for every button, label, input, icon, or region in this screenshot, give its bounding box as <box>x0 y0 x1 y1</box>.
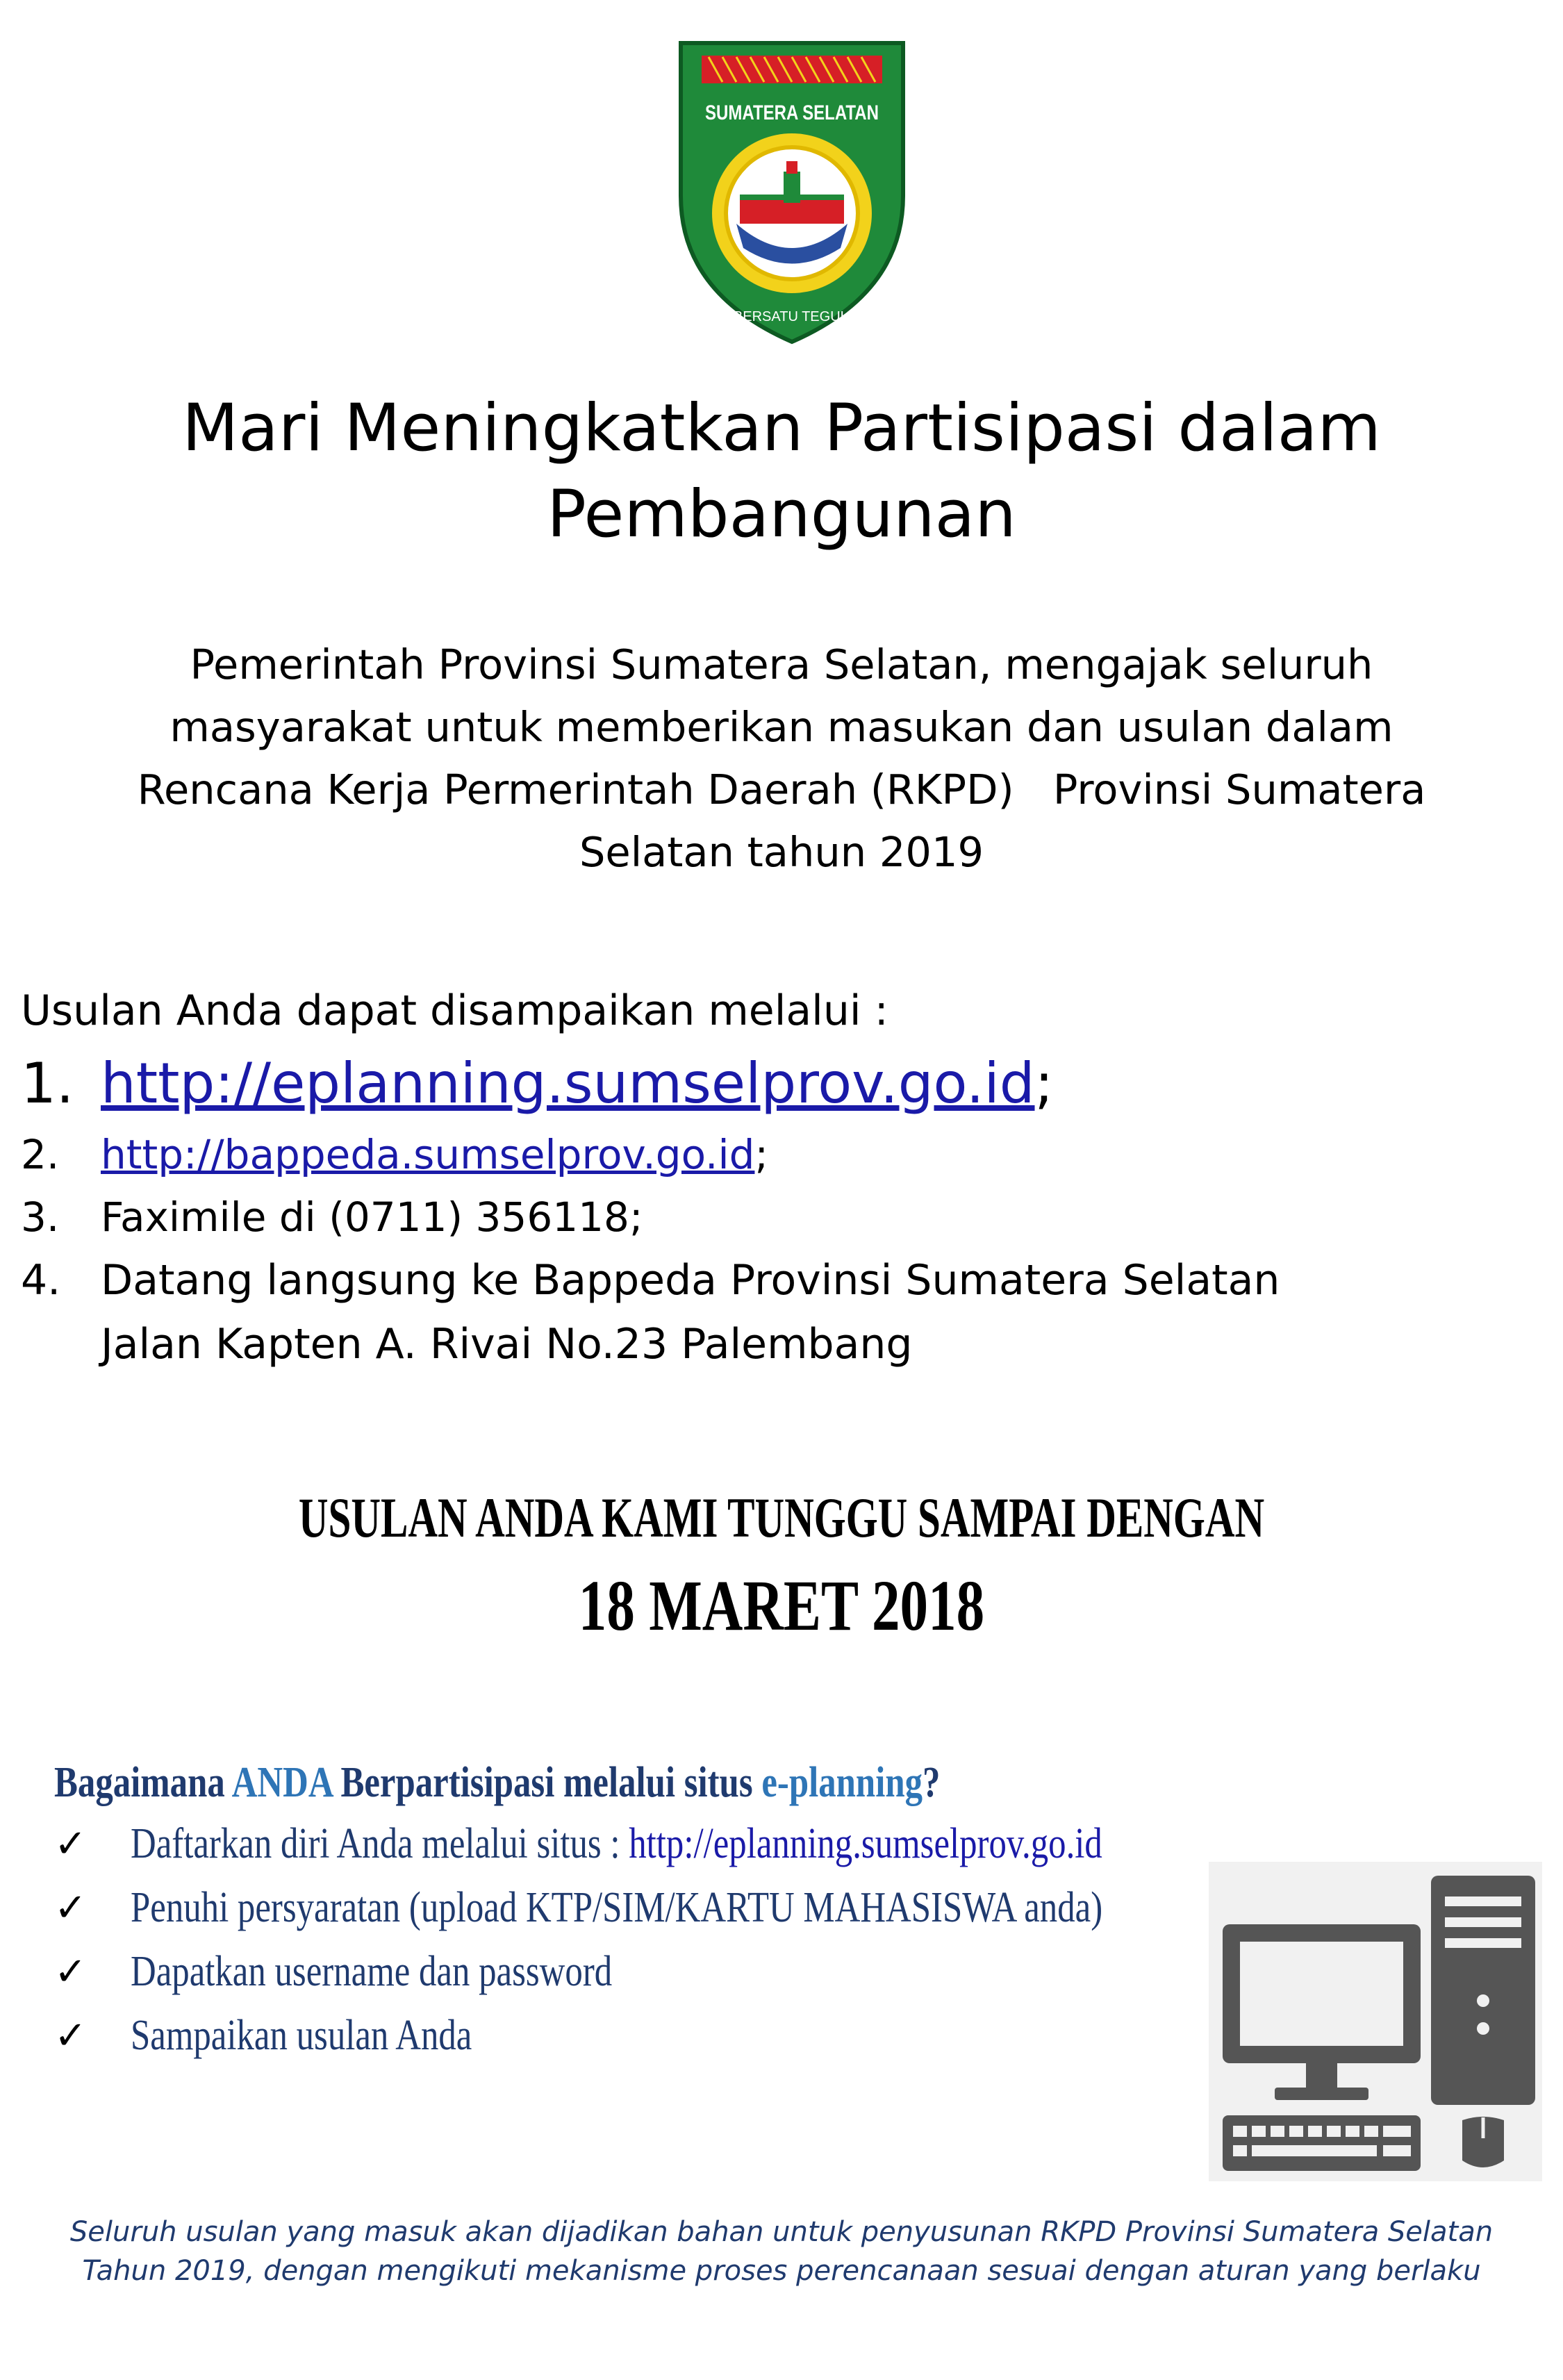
step-eplanning-link[interactable]: http://eplanning.sumselprov.go.id <box>629 1819 1102 1867</box>
list-number: 1. <box>21 1051 74 1116</box>
list-item <box>21 1248 1514 1376</box>
address-text: Jalan Kapten A. Rivai No.23 Palembang <box>101 1320 913 1369</box>
desktop-computer-icon <box>1209 1862 1542 2181</box>
howto-heading <box>54 1753 940 1812</box>
check-icon: ✓ <box>54 1821 87 1867</box>
deadline-heading: USULAN ANDA KAMI TUNGGU SAMPAI DENGAN <box>298 1486 1265 1549</box>
list-item <box>21 1046 1514 1122</box>
step-text: Penuhi persyaratan (upload KTP/SIM/KARTU MAHASISWA anda) <box>131 1883 1103 1931</box>
howto-text: Bagaimana <box>54 1759 232 1806</box>
step-text: Dapatkan username dan password <box>131 1947 613 1995</box>
list-item <box>54 2003 1316 2067</box>
list-item <box>54 1876 1316 1940</box>
list-item <box>54 1940 1316 2003</box>
page-title <box>69 386 1494 558</box>
list-suffix: ; <box>1034 1051 1054 1116</box>
list-item <box>54 1812 1316 1876</box>
page-title-line-2: Pembangunan <box>547 477 1016 552</box>
howto-text: Berpartisipasi melalui situs <box>331 1759 762 1806</box>
list-number: 2. <box>21 1131 60 1178</box>
footnote <box>56 2213 1507 2290</box>
howto-highlight-eplanning: e-planning <box>761 1759 923 1806</box>
channels-heading: Usulan Anda dapat disampaikan melalui : <box>21 986 888 1035</box>
visit-text: Datang langsung ke Bappeda Provinsi Sumatera Selatan <box>101 1256 1280 1305</box>
list-item <box>21 1123 1514 1186</box>
check-icon: ✓ <box>54 1885 87 1931</box>
check-icon: ✓ <box>54 1949 87 1994</box>
fax-text: Faximile di (0711) 356118; <box>101 1193 643 1241</box>
howto-highlight-anda: ANDA <box>231 1759 332 1806</box>
footnote-line-1: Seluruh usulan yang masuk akan dijadikan bahan untuk penyusunan RKPD Provinsi Sumatera Selatan <box>69 2216 1494 2248</box>
list-item <box>21 1186 1514 1248</box>
step-text: Sampaikan usulan Anda <box>131 2011 472 2059</box>
intro-line-4: Selatan tahun 2019 <box>579 828 984 876</box>
list-number: 4. <box>21 1256 61 1305</box>
deadline-date: 18 MARET 2018 <box>578 1566 985 1646</box>
eplanning-link[interactable]: http://eplanning.sumselprov.go.id <box>101 1051 1035 1116</box>
intro-line-1: Pemerintah Provinsi Sumatera Selatan, mengajak seluruh <box>190 641 1373 688</box>
check-icon: ✓ <box>54 2013 87 2058</box>
emblem-motto: BERSATU TEGUH <box>733 309 851 324</box>
bappeda-link[interactable]: http://bappeda.sumselprov.go.id <box>101 1131 755 1178</box>
intro-paragraph <box>69 634 1494 884</box>
list-suffix: ; <box>754 1131 768 1178</box>
page-title-line-1: Mari Meningkatkan Partisipasi dalam <box>182 390 1381 466</box>
intro-line-2: masyarakat untuk memberikan masukan dan usulan dalam <box>169 703 1394 751</box>
list-number: 3. <box>21 1193 60 1241</box>
sumatera-selatan-emblem-icon <box>674 36 910 349</box>
intro-line-3: Rencana Kerja Permerintah Daerah (RKPD) Provinsi Sumatera <box>137 766 1426 813</box>
step-text: Daftarkan diri Anda melalui situs : <box>131 1819 629 1867</box>
howto-text: ? <box>923 1759 941 1806</box>
footnote-line-2: Tahun 2019, dengan mengikuti mekanisme proses perencanaan sesuai dengan aturan yang berlaku <box>82 2255 1481 2287</box>
steps-list <box>54 1812 1316 2067</box>
emblem-top-text: SUMATERA SELATAN <box>705 101 879 124</box>
channel-list <box>21 1046 1514 1376</box>
